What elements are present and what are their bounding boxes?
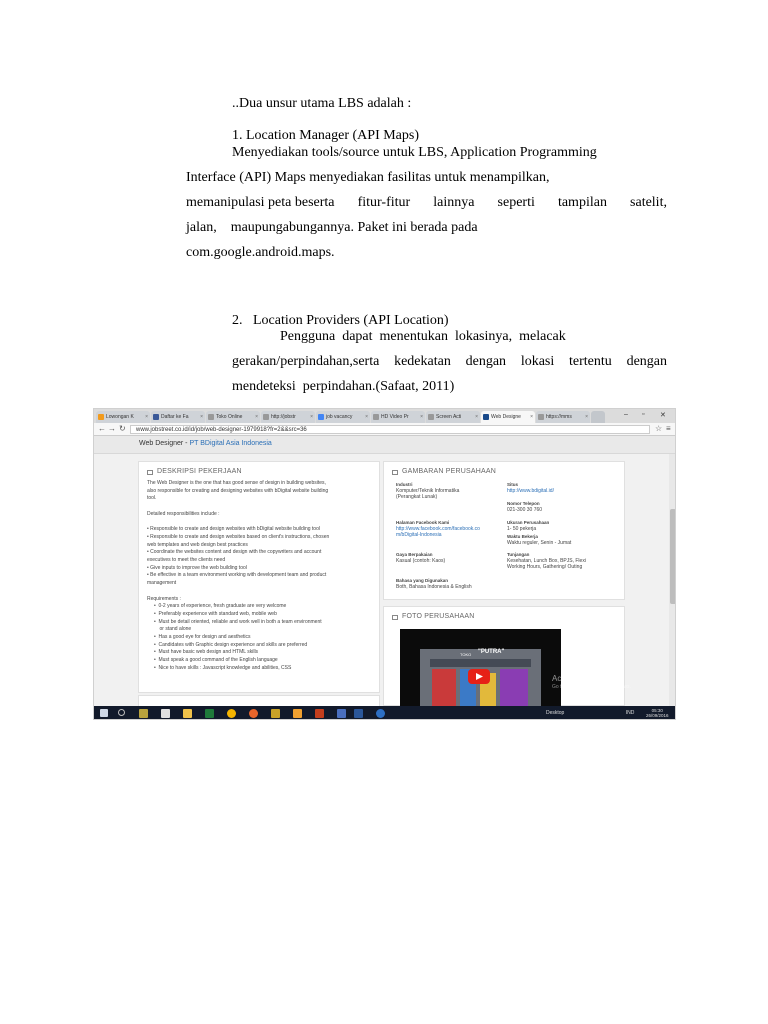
phone-label: Nomor Telepon (507, 501, 540, 506)
company-size-label: Ukuran Perusahaan (507, 520, 550, 525)
benefits-label: Tunjangan (507, 552, 530, 557)
description-line: • Coordinate the websites content and design with the copywriters and account (147, 549, 322, 556)
clock-date: 26/09/2016 (646, 713, 669, 718)
item1-title: 1. Location Manager (API Maps) (232, 128, 420, 143)
page-icon (428, 414, 434, 420)
clock[interactable] (646, 708, 669, 718)
close-icon[interactable]: × (530, 414, 533, 420)
scrollbar[interactable] (669, 454, 676, 720)
tab-label: Lowongan K (106, 414, 134, 420)
address-bar (94, 423, 676, 436)
item1-line: Menyediakan tools/source untuk LBS, Application Programming (232, 145, 597, 160)
browser-tab[interactable] (316, 411, 370, 423)
browser-tab[interactable] (151, 411, 205, 423)
browser-tab[interactable] (206, 411, 260, 423)
menu-icon[interactable]: ≡ (666, 424, 671, 433)
item1-line: com.google.android.maps. (186, 245, 335, 260)
browser-tab-bar (94, 409, 676, 423)
job-description-card (138, 461, 380, 693)
description-line: web templates and web design best practices (147, 541, 248, 548)
app-icon[interactable] (271, 709, 280, 718)
minimize-icon[interactable]: – (624, 411, 628, 418)
work-hours-label: Waktu Bekerja (507, 534, 538, 539)
tab-label: Daftar ke Fa (161, 414, 189, 420)
word: tertentu (569, 354, 612, 369)
word: satelit, (630, 195, 667, 210)
website-link[interactable]: http://www.bdigital.id/ (507, 488, 554, 494)
windows-start-icon[interactable] (100, 709, 108, 717)
close-icon[interactable]: × (475, 414, 478, 420)
app-icon[interactable] (293, 709, 302, 718)
camera-icon (392, 615, 398, 620)
word: tampilan (557, 195, 607, 210)
description-line: • Preferably experience with standard web, mobile web (147, 610, 277, 617)
app-icon[interactable] (139, 709, 148, 718)
url-input[interactable]: www.jobstreet.co.id/id/job/web-designer-1979918?fr=2&&src=36 (130, 425, 650, 434)
close-icon[interactable]: × (365, 414, 368, 420)
description-line: • 0-2 years of experience, fresh graduate are very welcome (147, 603, 287, 610)
description-line: • Must have basic web design and HTML skills (147, 649, 259, 656)
description-line: also responsible for creating and designing websites with bDigital website building (147, 487, 329, 494)
reload-icon[interactable]: ↻ (119, 424, 126, 433)
word: lainnya (433, 195, 475, 210)
google-icon (318, 414, 324, 420)
close-icon[interactable]: × (420, 414, 423, 420)
activate-windows-title: Activate Windows (552, 674, 616, 683)
facebook-link[interactable]: http://www.facebook.com/facebook.co (396, 526, 480, 532)
video-toko-text: TOKO (460, 652, 472, 657)
desktop-label[interactable]: Desktop (546, 710, 565, 716)
description-line: Detailed responsibilities include : (147, 510, 220, 517)
description-line: Requirements : (147, 595, 181, 602)
card-title: DESKRIPSI PEKERJAAN (157, 468, 242, 475)
bookmark-star-icon[interactable]: ☆ (655, 424, 663, 433)
tray-area (546, 710, 634, 716)
close-icon[interactable]: × (310, 414, 313, 420)
description-line: The Web Designer is the one that has good sense of design in building websites, (147, 480, 326, 486)
description-line: • Has a good eye for design and aesthetics (147, 634, 251, 640)
description-line: • Responsible to create and design websites with bDigital website building tool (147, 526, 320, 533)
dress-code-label: Gaya Berpakaian (396, 552, 433, 557)
page-icon (538, 414, 544, 420)
language-value: Both, Bahasa Indonesia & English (396, 584, 472, 590)
card-title: FOTO PERUSAHAAN (402, 613, 475, 620)
dress-code-value: Kasual (contoh: Kaos) (396, 558, 446, 564)
clock-time: 05:30 (651, 708, 663, 713)
industry-label: Industri (396, 482, 413, 487)
embedded-screenshot (93, 408, 676, 720)
jobstreet-icon (483, 414, 489, 420)
company-overview-card (383, 461, 625, 600)
company-link[interactable]: PT BDigital Asia Indonesia (189, 440, 272, 447)
phone-value: 021-300 30 760 (507, 507, 543, 513)
word: memanipulasi peta beserta (186, 195, 335, 210)
app-icon[interactable] (161, 709, 170, 718)
tab-label: Web Designe (491, 414, 521, 420)
search-icon[interactable] (118, 709, 125, 716)
close-icon[interactable]: × (255, 414, 258, 420)
language-label: Bahasa yang Digunakan (396, 578, 449, 583)
browser-tab-active[interactable] (481, 411, 535, 423)
close-icon[interactable]: × (200, 414, 203, 420)
word: fitur-fitur (357, 195, 411, 210)
industry-value: Komputer/Teknik Informatika (396, 488, 460, 494)
facebook-icon (153, 414, 159, 420)
description-line: • Give inputs to improve the web building tool (147, 564, 247, 571)
scrollbar-thumb[interactable] (670, 509, 676, 604)
description-line: • Responsible to create and design websites based on client's instructions, chosen (147, 533, 330, 540)
description-line: or stand alone (147, 626, 192, 633)
video-brand-text: "PUTRA" (478, 649, 505, 655)
tab-label: https://mms (546, 414, 572, 420)
word: dengan (626, 354, 667, 369)
browser-tab[interactable] (536, 411, 590, 423)
website-label: Situs (507, 482, 519, 487)
description-line: • Nice to have skills : Javascript knowledge and abilities, CSS (147, 664, 292, 671)
facebook-link[interactable]: m/bDigital-Indonesia (396, 532, 442, 538)
back-icon[interactable]: ← (98, 424, 106, 433)
browser-tab[interactable] (371, 411, 425, 423)
building-icon (392, 470, 398, 475)
new-tab-button[interactable] (591, 411, 605, 423)
item2-line: mendeteksi perpindahan.(Safaat, 2011) (232, 379, 455, 394)
app-icon[interactable] (376, 709, 385, 718)
tab-label: Toko Online (216, 414, 243, 420)
activate-windows-subtitle: Go to Settings to activate Windows. (552, 684, 631, 690)
windows-taskbar (94, 706, 676, 720)
description-line: • Be effective in a team environment working with development team and product (147, 572, 327, 579)
language-indicator[interactable]: IND (625, 710, 635, 716)
word: seperti (497, 195, 535, 210)
close-icon[interactable]: × (145, 414, 148, 420)
close-window-icon[interactable]: ✕ (660, 412, 666, 419)
chrome-icon[interactable] (227, 709, 236, 718)
page-icon (373, 414, 379, 420)
app-icon[interactable] (337, 709, 346, 718)
benefits-value: Working Hours, Gathering/ Outing (507, 564, 583, 570)
description-line: management (147, 580, 177, 587)
word: lokasi (520, 354, 555, 369)
folder-icon[interactable] (183, 709, 192, 718)
tab-label: HD Video Pr (381, 414, 409, 420)
tab-favicon-icon (98, 414, 104, 420)
description-line: • Must speak a good command of the English language (147, 657, 278, 664)
browser-tab[interactable] (261, 411, 315, 423)
job-title (139, 440, 272, 447)
word-icon[interactable] (354, 709, 363, 718)
close-icon[interactable]: × (585, 414, 588, 420)
description-line: • Candidates with Graphic design experience and skills are preferred (147, 641, 308, 648)
intro-text: ..Dua unsur utama LBS adalah : (232, 96, 412, 111)
page-icon (208, 414, 214, 420)
facebook-label: Halaman Facebook Kami (396, 520, 450, 525)
word: kedekatan (394, 354, 451, 369)
item2-title: 2. Location Providers (API Location) (232, 313, 449, 328)
job-header (94, 436, 676, 454)
tab-label: job vacancy (326, 414, 353, 420)
powerpoint-icon[interactable] (315, 709, 324, 718)
description-line: executives to meet the clients need (147, 557, 226, 563)
item1-line: jalan, maupungabungannya. Paket ini berada pada (186, 220, 478, 235)
word: gerakan/perpindahan,serta (232, 354, 380, 369)
browser-tab[interactable] (426, 411, 480, 423)
item1-line: Interface (API) Maps menyediakan fasilitas untuk menampilkan, (186, 170, 550, 185)
word: dengan (465, 354, 507, 369)
forward-icon[interactable]: → (108, 424, 116, 433)
item2-line: Pengguna dapat menentukan lokasinya, melacak (280, 329, 566, 344)
app-icon[interactable] (205, 709, 214, 718)
tab-label: Screen Acti (436, 414, 462, 420)
tab-label: http://jobstr (271, 414, 296, 420)
company-size-value: 1- 50 pekerja (507, 526, 537, 532)
item1-justified-line (186, 195, 667, 211)
description-line: tool. (147, 495, 157, 502)
page-icon (263, 414, 269, 420)
item2-justified-line (232, 354, 667, 370)
description-line: • Must be detail oriented, reliable and work well in both a team environment (147, 618, 322, 625)
edit-icon (147, 470, 153, 475)
work-hours-value: Waktu reguler, Senin - Jumat (507, 540, 572, 546)
job-title-text: Web Designer - (139, 440, 190, 447)
card-title: GAMBARAN PERUSAHAAN (402, 468, 497, 475)
industry-value: (Perangkat Lunak) (396, 494, 438, 500)
benefits-value: Kesehatan, Lunch Box, BPJS, Flexi (507, 558, 586, 564)
maximize-icon[interactable]: ▫ (642, 411, 645, 418)
browser-tab[interactable] (96, 411, 150, 423)
firefox-icon[interactable] (249, 709, 258, 718)
